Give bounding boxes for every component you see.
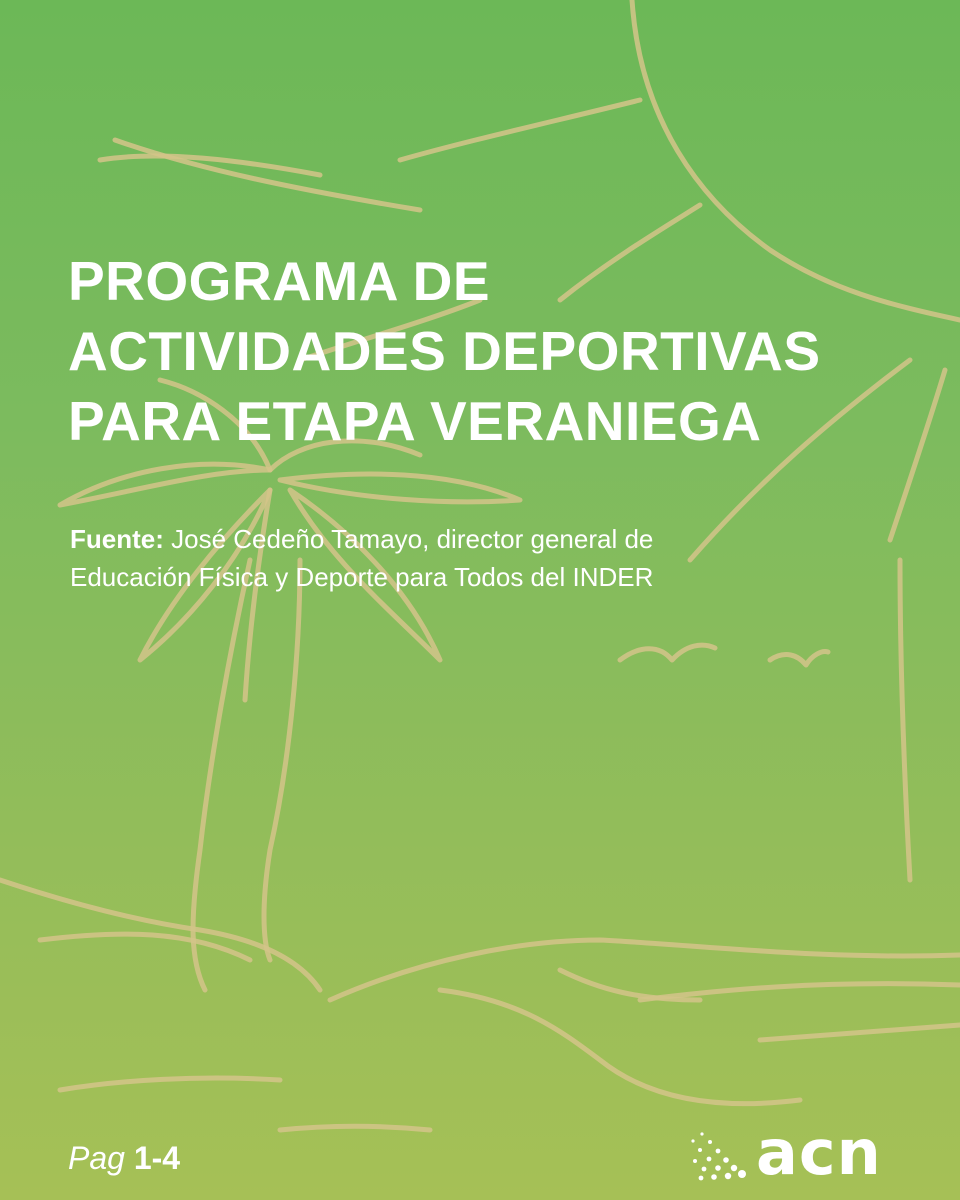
title-line-2: ACTIVIDADES DEPORTIVAS <box>68 320 821 382</box>
source-credit <box>70 520 910 596</box>
palm-tree-icon <box>193 560 250 990</box>
title-line-3: PARA ETAPA VERANIEGA <box>68 390 762 452</box>
page-title <box>68 246 908 456</box>
acn-logo <box>690 1118 900 1188</box>
page-range: 1-4 <box>133 1140 181 1176</box>
source-label: Fuente: <box>70 524 164 554</box>
title-line-1: PROGRAMA DE <box>68 250 491 312</box>
seagull-icon <box>620 645 715 660</box>
signal-dots-icon <box>690 1124 748 1182</box>
source-line-2: Educación Física y Deporte para Todos del INDER <box>70 562 654 592</box>
page-prefix: Pag <box>68 1140 125 1176</box>
page-indicator <box>68 1138 180 1178</box>
logo-wordmark: acn <box>756 1116 882 1189</box>
source-line-1 <box>70 520 910 558</box>
source-line-1-text: José Cedeño Tamayo, director general de <box>171 524 654 554</box>
